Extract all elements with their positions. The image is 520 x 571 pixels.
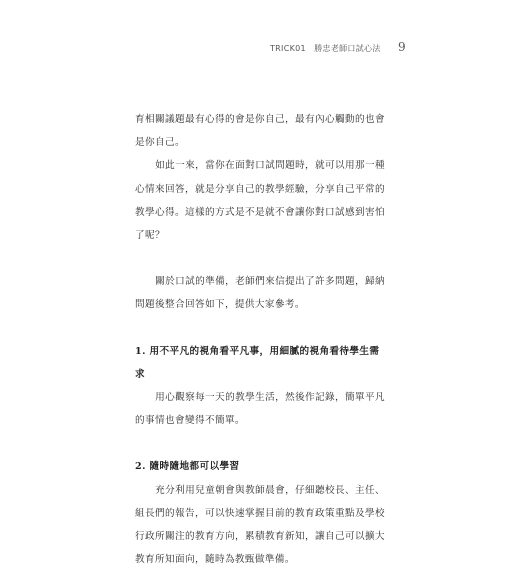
paragraph-gap xyxy=(135,317,385,340)
paragraph-1: 育相關議題最有心得的會是你自己，最有內心觸動的也會是你自己。 xyxy=(135,114,385,149)
page-header xyxy=(0,42,520,58)
page-body xyxy=(135,108,385,571)
paragraph-gap xyxy=(135,247,385,270)
section-heading-2: 2. 隨時隨地都可以學習 xyxy=(135,461,240,473)
section-heading-1: 1. 用不平凡的視角看平凡事，用細膩的視角看待學生需求 xyxy=(135,345,380,380)
page-number: 9 xyxy=(398,40,406,54)
section-text-2: 充分利用兒童朝會與教師晨會，仔細聽校長、主任、組長們的報告，可以快速掌握目前的教育政策重點及學校行政所關注的教育方向，累積教育新知，讓自己可以擴大教育所知面向，隨時為教甄做準備。 xyxy=(135,484,386,566)
paragraph-gap xyxy=(135,432,385,455)
paragraph-3: 關於口試的準備，老師們來信提出了許多問題，歸納問題後整合回答如下，提供大家參考。 xyxy=(135,276,386,311)
running-title: TRICK01 勝忠老師口試心法 xyxy=(270,44,381,53)
paragraph-2: 如此一來，當你在面對口試問題時，就可以用那一種心情來回答，就是分享自己的教學經驗，分享自己平常的教學心得。這樣的方式是不是就不會讓你對口試感到害怕了呢？ xyxy=(135,160,386,242)
section-text-1: 用心觀察每一天的教學生活，然後作記錄，簡單平凡的事情也會變得不簡單。 xyxy=(135,392,386,427)
